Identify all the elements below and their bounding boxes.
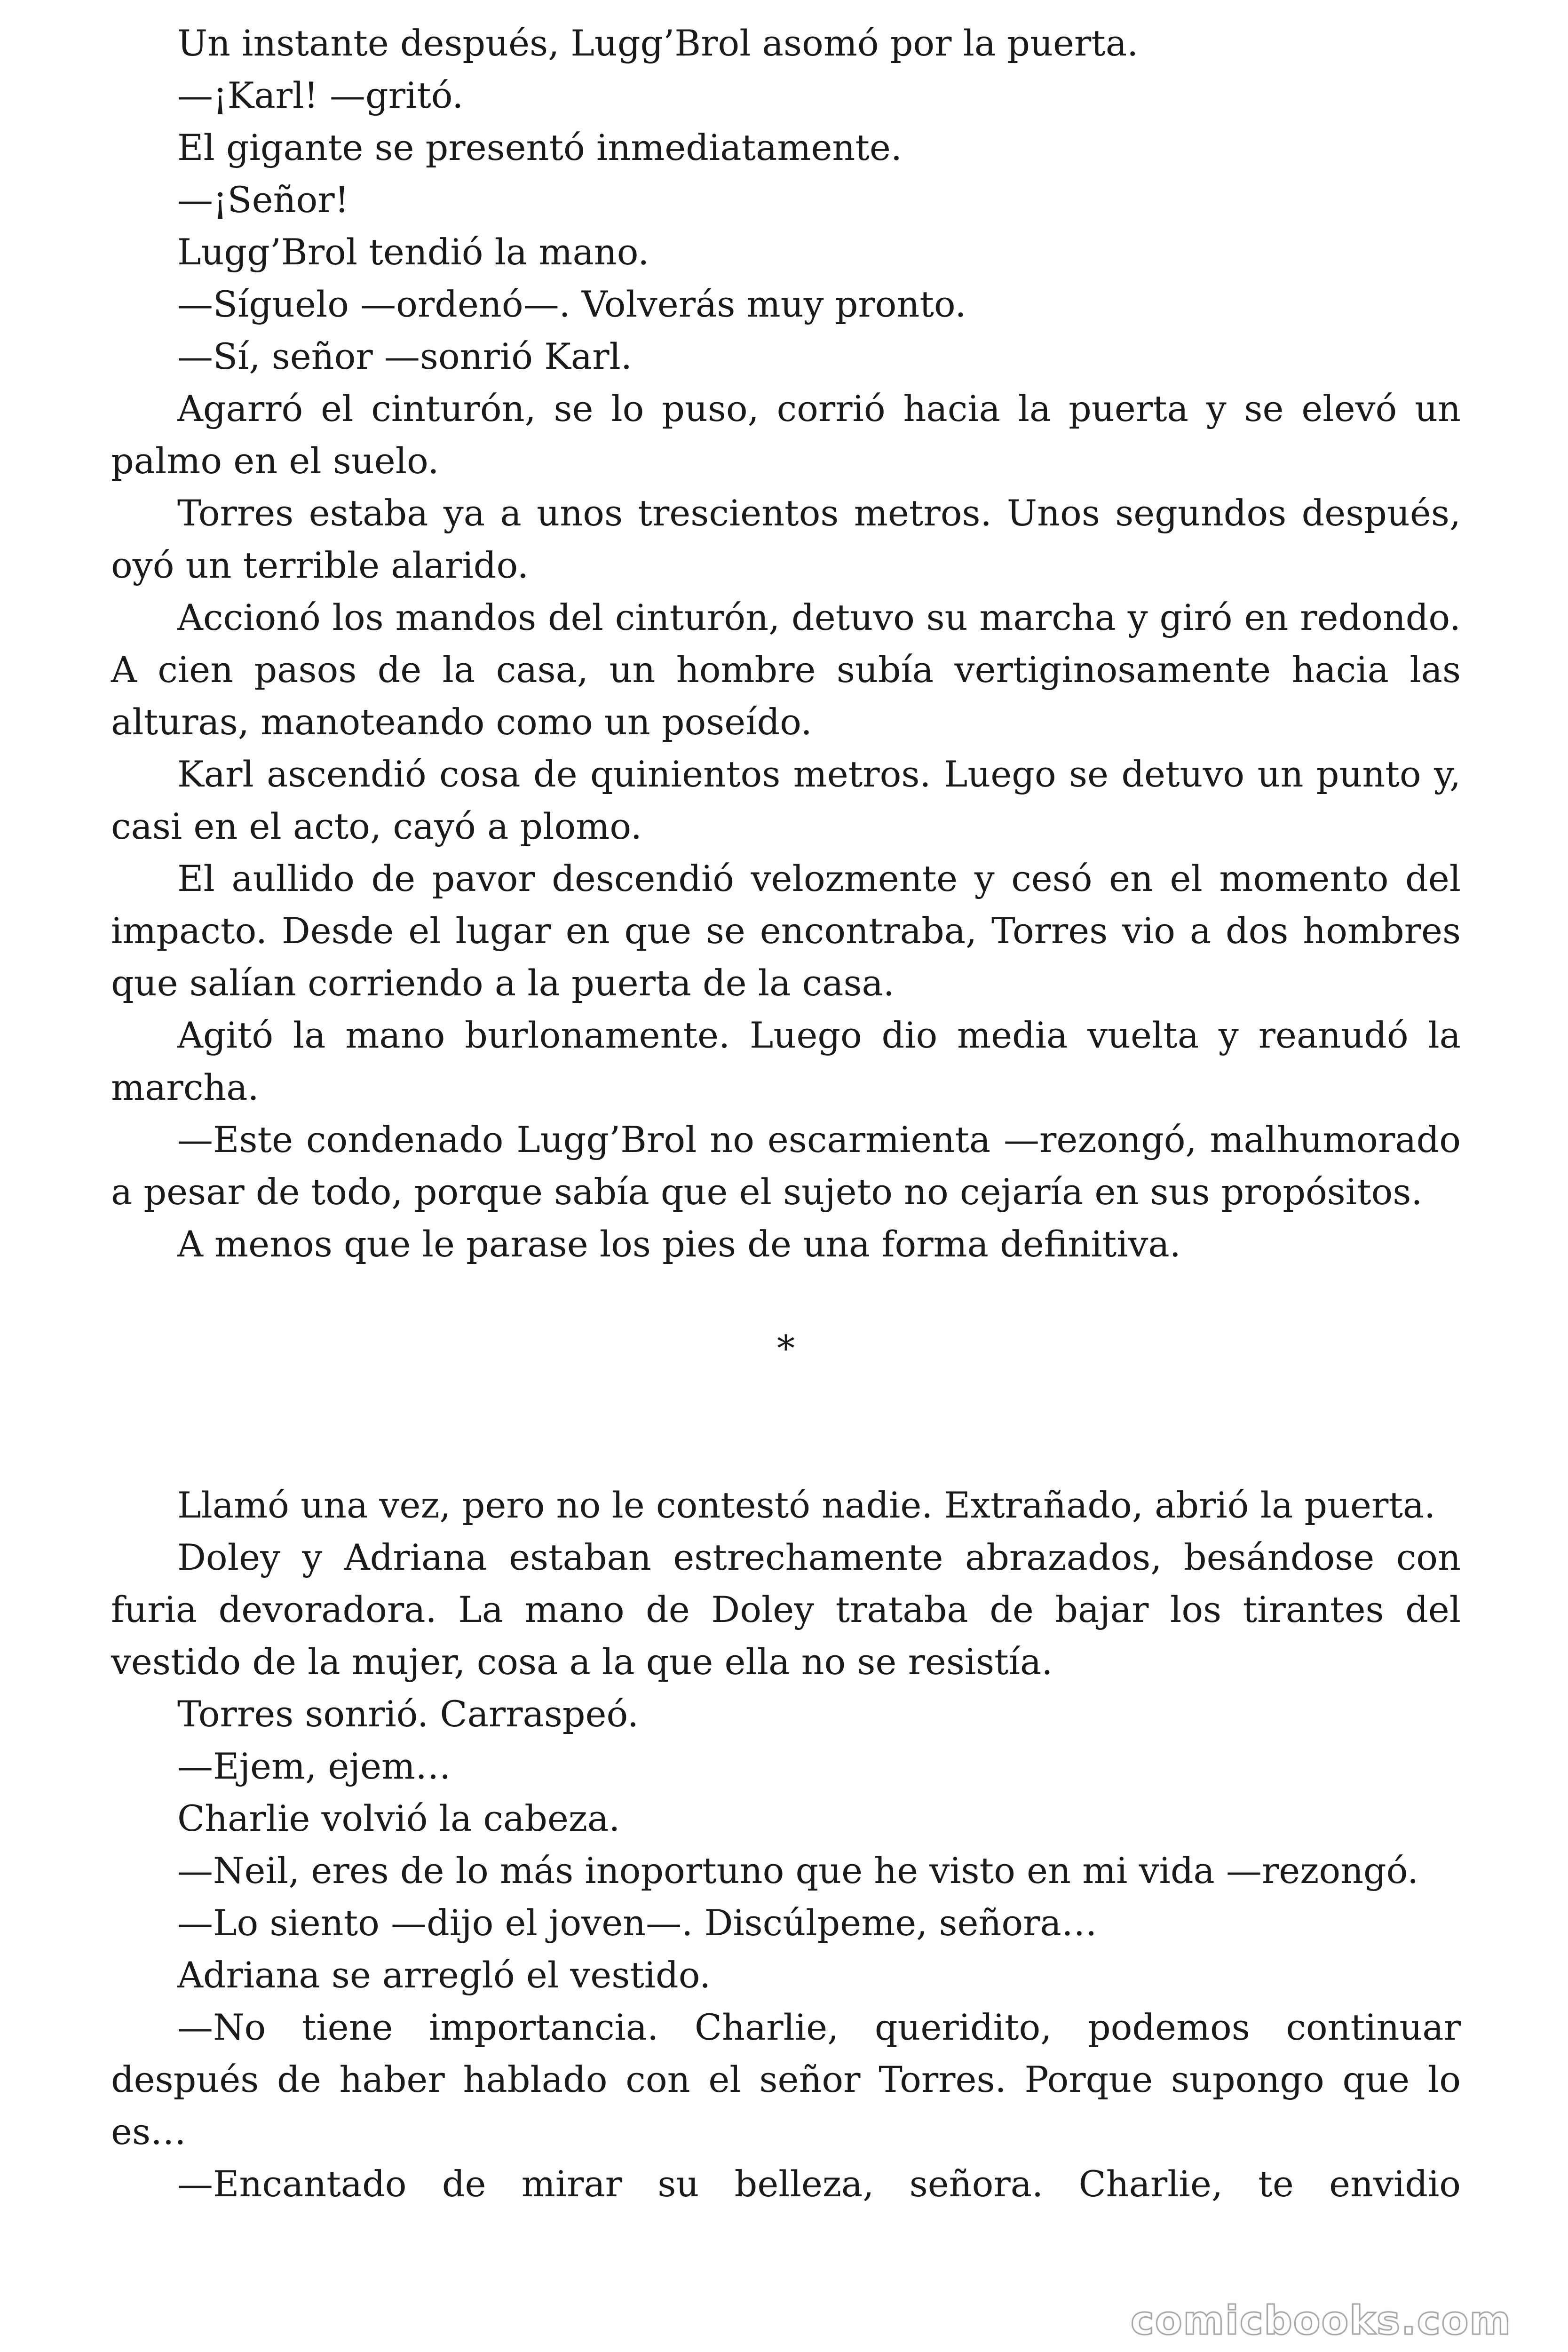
section-separator: * [777, 1327, 795, 1369]
paragraph: —Lo siento —dijo el joven—. Discúlpeme, señora… [177, 1902, 1097, 1944]
paragraph: —Neil, eres de lo más inoportuno que he visto en mi vida —rezongó. [177, 1850, 1419, 1891]
paragraph: Agitó la mano burlonamente. Luego dio media vuelta y reanudó la marcha. [111, 1014, 1461, 1108]
paragraph: El gigante se presentó inmediatamente. [177, 127, 903, 168]
paragraph: Un instante después, Lugg’Brol asomó por la puerta. [177, 22, 1139, 64]
paragraph: Agarró el cinturón, se lo puso, corrió hacia la puerta y se elevó un palmo en el suelo. [111, 388, 1461, 482]
paragraph: —¡Señor! [177, 179, 349, 221]
paragraph: —No tiene importancia. Charlie, queridito, podemos continuar después de haber hablado con el señor Torres. Porque supongo que lo es… [111, 2006, 1461, 2153]
body-text [111, 17, 1461, 2210]
paragraph: Llamó una vez, pero no le contestó nadie. Extrañado, abrió la puerta. [177, 1484, 1436, 1526]
paragraph: —Síguelo —ordenó—. Volverás muy pronto. [177, 283, 966, 325]
paragraph: Adriana se arregló el vestido. [177, 1954, 711, 1996]
paragraph: —¡Karl! —gritó. [177, 74, 464, 116]
paragraph: A menos que le parase los pies de una forma definitiva. [177, 1223, 1181, 1265]
paragraph: —Sí, señor —sonrió Karl. [177, 335, 632, 377]
paragraph: El aullido de pavor descendió velozmente y cesó en el momento del impacto. Desde el lugar en que se encontraba, Torres vio a dos hombres que salían corriendo a la puerta de la casa. [111, 858, 1461, 1004]
paragraph: Torres estaba ya a unos trescientos metros. Unos segundos después, oyó un terrible alarido. [111, 492, 1461, 586]
paragraph: Charlie volvió la cabeza. [177, 1797, 620, 1839]
paragraph: Karl ascendió cosa de quinientos metros. Luego se detuvo un punto y, casi en el acto, cayó a plomo. [111, 753, 1461, 847]
watermark: comicbooks.com [1131, 2297, 1512, 2344]
paragraph: —Este condenado Lugg’Brol no escarmienta —rezongó, malhumorado a pesar de todo, porque sabía que el sujeto no cejaría en sus propósitos. [111, 1119, 1461, 1213]
paragraph: Lugg’Brol tendió la mano. [177, 231, 649, 273]
paragraph: Torres sonrió. Carraspeó. [177, 1693, 639, 1735]
paragraph: —Ejem, ejem… [177, 1745, 451, 1787]
paragraph: Doley y Adriana estaban estrechamente abrazados, besándose con furia devoradora. La mano de Doley trataba de bajar los tirantes del vestido de la mujer, cosa a la que ella no se resistía. [111, 1536, 1461, 1683]
paragraph: Accionó los mandos del cinturón, detuvo su marcha y giró en redondo. A cien pasos de la casa, un hombre subía vertiginosamente hacia las alturas, manoteando como un poseído. [111, 596, 1461, 743]
paragraph: —Encantado de mirar su belleza, señora. Charlie, te envidio [177, 2163, 1461, 2205]
